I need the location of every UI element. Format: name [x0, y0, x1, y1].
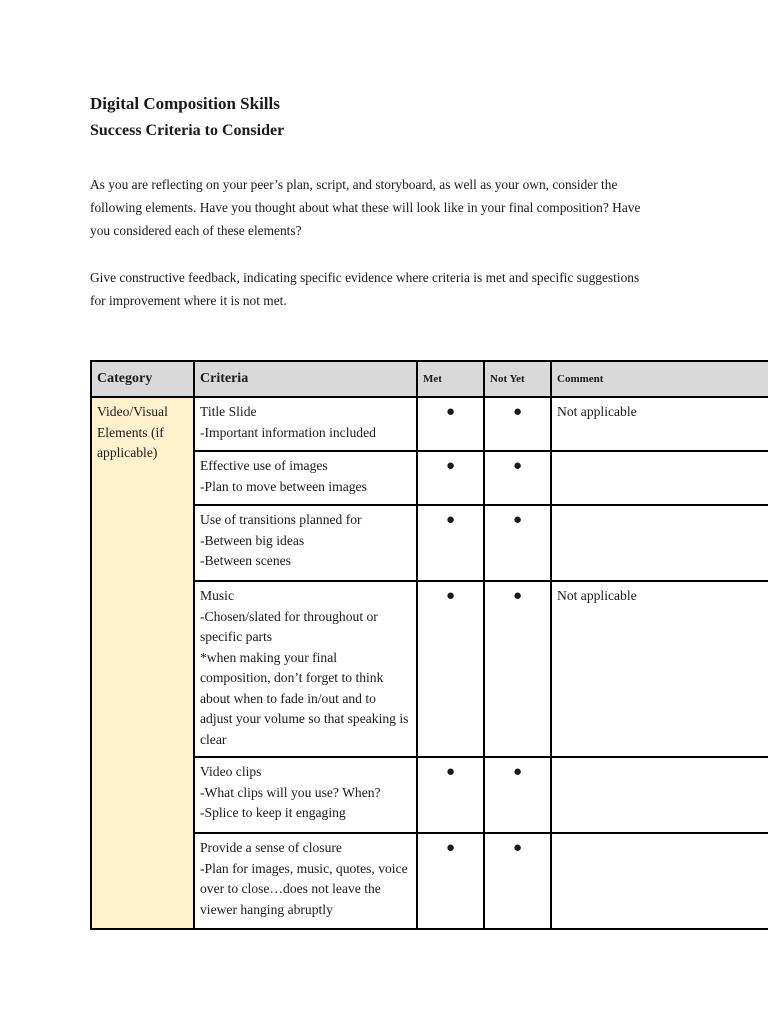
intro-line: you considered each of these elements? [90, 223, 302, 238]
comment-cell[interactable] [551, 505, 768, 581]
comment-cell[interactable]: Not applicable [551, 581, 768, 757]
criteria-line: -Splice to keep it engaging [200, 805, 346, 820]
intro-paragraph [90, 173, 730, 242]
not-yet-bullet[interactable]: ● [484, 451, 551, 505]
criteria-line: -Plan to move between images [200, 478, 367, 494]
met-bullet[interactable]: ● [417, 833, 484, 929]
header-comment: Comment [551, 361, 768, 397]
criteria-cell [194, 581, 417, 757]
comment-cell[interactable] [551, 451, 768, 505]
criteria-line: -What clips will you use? When? [200, 784, 381, 800]
criteria-line: -Between big ideas [200, 532, 305, 548]
header-criteria: Criteria [194, 361, 417, 397]
feedback-line: for improvement where it is not met. [90, 293, 287, 308]
category-video-visual: Video/Visual Elements (if applicable) [91, 397, 194, 929]
not-yet-bullet[interactable]: ● [484, 757, 551, 833]
met-bullet[interactable]: ● [417, 451, 484, 505]
feedback-paragraph [90, 266, 730, 312]
criteria-cell [194, 451, 417, 505]
met-bullet[interactable]: ● [417, 757, 484, 833]
criteria-line: -Plan for images, music, quotes, voice over to close…does not leave the viewer hanging abruptly [200, 860, 408, 917]
intro-line: As you are reflecting on your peer’s plan, script, and storyboard, as well as your own, consider the [90, 177, 618, 192]
criteria-line: Provide a sense of closure [200, 840, 342, 855]
not-yet-bullet[interactable]: ● [484, 581, 551, 757]
met-bullet[interactable]: ● [417, 397, 484, 451]
document-subtitle: Success Criteria to Consider [90, 122, 285, 139]
criteria-line: *when making your final composition, don’t forget to think about when to fade in/out and to adjust your volume so that speaking is clear [200, 649, 409, 747]
not-yet-bullet[interactable]: ● [484, 505, 551, 581]
met-bullet[interactable]: ● [417, 505, 484, 581]
met-bullet[interactable]: ● [417, 581, 484, 757]
criteria-line: -Between scenes [200, 553, 291, 568]
criteria-line: Effective use of images [200, 458, 328, 473]
table-header-row [91, 361, 768, 397]
criteria-line: -Chosen/slated for throughout or specific parts [200, 608, 378, 644]
feedback-line: Give constructive feedback, indicating specific evidence where criteria is met and specific suggestions [90, 270, 640, 285]
success-criteria-table [90, 360, 768, 930]
criteria-cell [194, 397, 417, 451]
not-yet-bullet[interactable]: ● [484, 397, 551, 451]
comment-cell[interactable] [551, 757, 768, 833]
intro-line: following elements. Have you thought about what these will look like in your final composition? Have [90, 200, 641, 215]
criteria-line: Video clips [200, 764, 262, 779]
criteria-cell [194, 757, 417, 833]
header-category: Category [91, 361, 194, 397]
header-not-yet: Not Yet [484, 361, 551, 397]
table-row [91, 397, 768, 451]
document-title: Digital Composition Skills [90, 94, 280, 113]
criteria-cell [194, 833, 417, 929]
criteria-line: Music [200, 588, 234, 603]
header-met: Met [417, 361, 484, 397]
criteria-cell [194, 505, 417, 581]
not-yet-bullet[interactable]: ● [484, 833, 551, 929]
criteria-line: Use of transitions planned for [200, 512, 362, 527]
comment-cell[interactable] [551, 833, 768, 929]
comment-cell[interactable]: Not applicable [551, 397, 768, 451]
criteria-line: -Important information included [200, 424, 376, 440]
criteria-line: Title Slide [200, 404, 257, 419]
